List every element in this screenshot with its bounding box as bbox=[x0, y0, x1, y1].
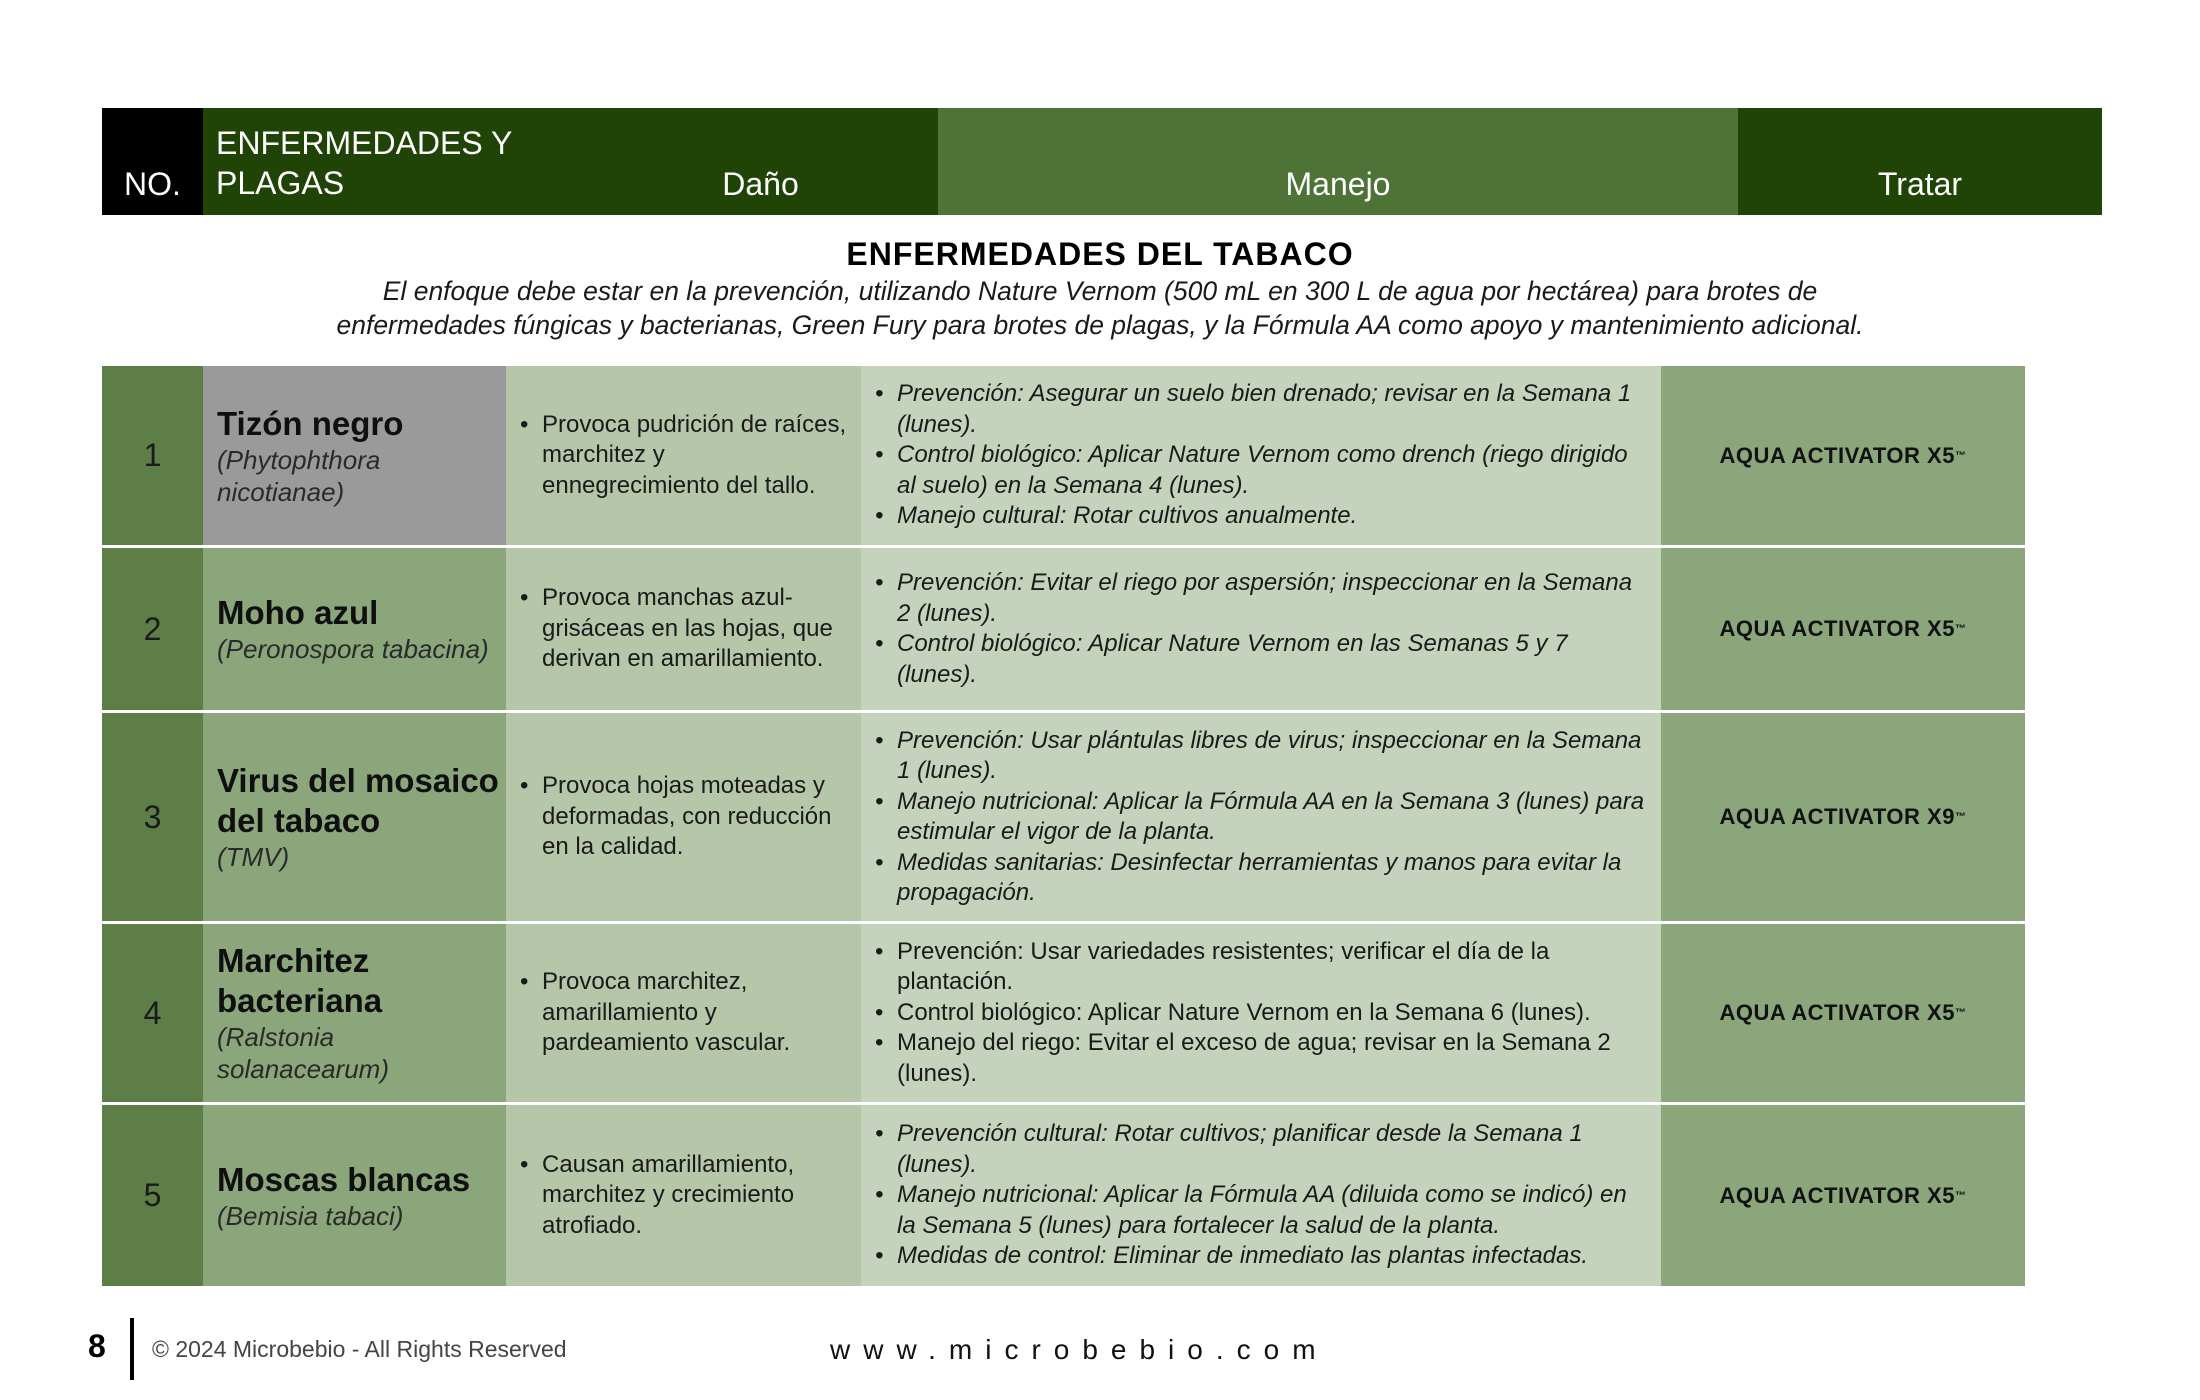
management-item: • Prevención: Usar plántulas libres de virus; inspeccionar en la Semana 1 (lunes). bbox=[873, 726, 1649, 787]
treatment-product: AQUA ACTIVATOR X5 bbox=[1719, 442, 1955, 468]
website-link[interactable]: www.microbebio.com bbox=[830, 1334, 1329, 1365]
management-item: • Control biológico: Aplicar Nature Vernom como drench (riego dirigido al suelo) en la Semana 4 (lunes). bbox=[873, 440, 1649, 501]
trademark: ™ bbox=[1954, 449, 1967, 462]
trademark: ™ bbox=[1954, 1189, 1967, 1202]
disease-name: Tizón negro bbox=[217, 404, 404, 442]
header-dano: Daño bbox=[583, 108, 938, 215]
management-cell bbox=[861, 548, 1661, 710]
damage-item: • Provoca manchas azul-grisáceas en las hojas, que derivan en amarillamiento. bbox=[518, 583, 847, 675]
treatment-product: AQUA ACTIVATOR X5 bbox=[1719, 1000, 1955, 1025]
section-title: ENFERMEDADES DEL TABACO bbox=[846, 236, 1354, 272]
treatment-product: AQUA ACTIVATOR X5 bbox=[1719, 616, 1955, 641]
row-number: 3 bbox=[102, 713, 203, 921]
management-cell bbox=[861, 924, 1661, 1102]
damage-item: • Provoca pudrición de raíces, marchitez y ennegrecimiento del tallo. bbox=[518, 410, 847, 502]
trademark: ™ bbox=[1954, 811, 1967, 823]
row-number: 5 bbox=[102, 1105, 203, 1286]
section-intro: El enfoque debe estar en la prevención, utilizando Nature Vernom (500 mL en 300 L de agua por hectárea) para brotes de enfermedades fúngicas y bacterianas, Green Fury para brotes de plagas, y la Fórmula AA como apoyo y mantenimiento adicional. bbox=[336, 276, 1864, 340]
management-item: • Medidas sanitarias: Desinfectar herramientas y manos para evitar la propagación. bbox=[873, 848, 1649, 909]
row-number: 1 bbox=[102, 366, 203, 545]
damage-item: • Provoca hojas moteadas y deformadas, con reducción en la calidad. bbox=[518, 771, 847, 863]
disease-name-cell bbox=[203, 1105, 506, 1286]
disease-name: Virus del mosaico del tabaco bbox=[217, 762, 499, 839]
disease-name: Marchitez bacteriana bbox=[217, 942, 383, 1019]
treatment-cell bbox=[1661, 1105, 2025, 1286]
treatment-product: AQUA ACTIVATOR X9 bbox=[1719, 804, 1955, 829]
table-row bbox=[102, 924, 2102, 1105]
management-item: • Control biológico: Aplicar Nature Vernom en las Semanas 5 y 7 (lunes). bbox=[873, 629, 1649, 690]
management-item: • Manejo nutricional: Aplicar la Fórmula AA en la Semana 3 (lunes) para estimular el vigor de la planta. bbox=[873, 787, 1649, 848]
copyright-text: © 2024 Microbebio - All Rights Reserved bbox=[152, 1336, 567, 1362]
header-no: NO. bbox=[102, 108, 203, 215]
disease-table bbox=[102, 366, 2102, 1286]
table-row bbox=[102, 1105, 2102, 1286]
treatment-cell bbox=[1661, 366, 2025, 545]
damage-cell bbox=[506, 548, 861, 710]
management-item: • Prevención cultural: Rotar cultivos; planificar desde la Semana 1 (lunes). bbox=[873, 1119, 1649, 1180]
management-item: • Manejo cultural: Rotar cultivos anualmente. bbox=[873, 501, 1649, 532]
disease-name: Moscas blancas bbox=[217, 1160, 471, 1198]
disease-name-cell bbox=[203, 924, 506, 1102]
damage-item: • Causan amarillamiento, marchitez y crecimiento atrofiado. bbox=[518, 1150, 847, 1242]
treatment-cell bbox=[1661, 548, 2025, 710]
table-row bbox=[102, 713, 2102, 924]
table-header bbox=[102, 108, 2102, 215]
damage-cell bbox=[506, 924, 861, 1102]
header-enfermedades: ENFERMEDADES Y PLAGAS bbox=[203, 108, 583, 215]
scientific-name: (Peronospora tabacina) bbox=[217, 634, 489, 664]
management-item: • Medidas de control: Eliminar de inmediato las plantas infectadas. bbox=[873, 1241, 1649, 1272]
scientific-name: (Bemisia tabaci) bbox=[217, 1200, 404, 1231]
management-cell bbox=[861, 1105, 1661, 1286]
header-manejo: Manejo bbox=[938, 108, 1738, 215]
scientific-name: (TMV) bbox=[217, 842, 290, 872]
damage-item: • Provoca marchitez, amarillamiento y pardeamiento vascular. bbox=[518, 967, 847, 1059]
management-item: • Manejo nutricional: Aplicar la Fórmula AA (diluida como se indicó) en la Semana 5 (lunes) para fortalecer la salud de la planta. bbox=[873, 1180, 1649, 1241]
trademark: ™ bbox=[1954, 623, 1967, 635]
management-cell bbox=[861, 713, 1661, 921]
management-item: • Control biológico: Aplicar Nature Vernom en la Semana 6 (lunes). bbox=[873, 998, 1649, 1029]
treatment-product: AQUA ACTIVATOR X5 bbox=[1719, 1182, 1955, 1208]
management-cell bbox=[861, 366, 1661, 545]
footer-divider bbox=[130, 1318, 134, 1380]
row-number: 4 bbox=[102, 924, 203, 1102]
management-item: • Prevención: Usar variedades resistentes; verificar el día de la plantación. bbox=[873, 937, 1649, 998]
management-item: • Prevención: Asegurar un suelo bien drenado; revisar en la Semana 1 (lunes). bbox=[873, 379, 1649, 440]
page-number: 8 bbox=[88, 1328, 106, 1364]
damage-cell bbox=[506, 713, 861, 921]
treatment-cell bbox=[1661, 924, 2025, 1102]
damage-cell bbox=[506, 366, 861, 545]
management-item: • Prevención: Evitar el riego por aspersión; inspeccionar en la Semana 2 (lunes). bbox=[873, 568, 1649, 629]
trademark: ™ bbox=[1954, 1007, 1967, 1019]
header-tratar: Tratar bbox=[1738, 108, 2102, 215]
disease-name-cell bbox=[203, 548, 506, 710]
table-row bbox=[102, 366, 2102, 548]
scientific-name: (Ralstonia solanacearum) bbox=[217, 1022, 389, 1084]
disease-name-cell bbox=[203, 366, 506, 545]
scientific-name: (Phytophthora nicotianae) bbox=[217, 444, 381, 507]
row-number: 2 bbox=[102, 548, 203, 710]
damage-cell bbox=[506, 1105, 861, 1286]
disease-name: Moho azul bbox=[217, 594, 379, 631]
disease-name-cell bbox=[203, 713, 506, 921]
table-row bbox=[102, 548, 2102, 713]
management-item: • Manejo del riego: Evitar el exceso de agua; revisar en la Semana 2 (lunes). bbox=[873, 1028, 1649, 1089]
treatment-cell bbox=[1661, 713, 2025, 921]
